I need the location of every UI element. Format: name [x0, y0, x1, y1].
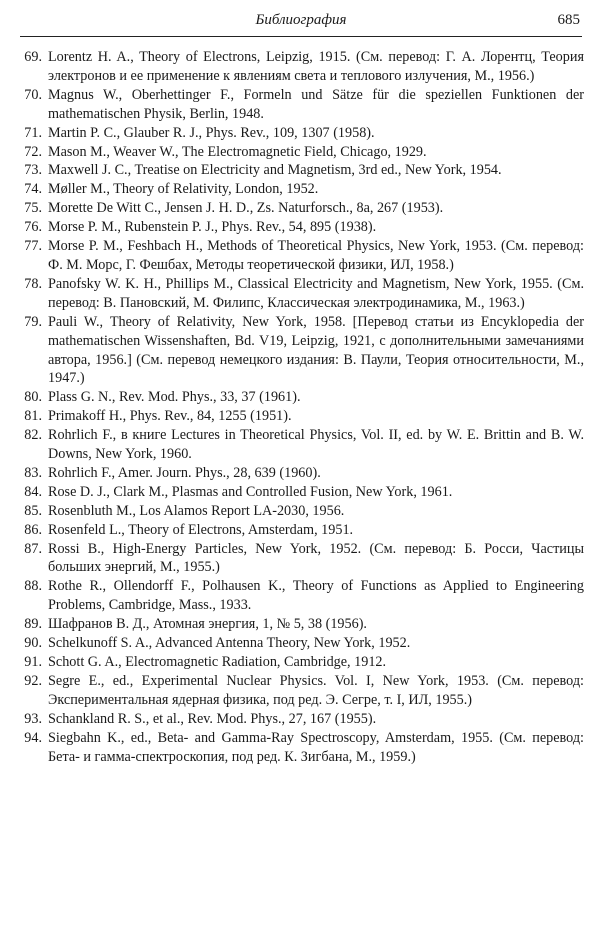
reference-number: 88. — [24, 578, 42, 595]
reference-text: Rosenbluth M., Los Alamos Report LA-2030, 1956. — [48, 502, 345, 519]
reference-item — [10, 540, 584, 578]
reference-number: 72. — [24, 143, 42, 160]
reference-number: 85. — [24, 502, 42, 519]
reference-item — [10, 388, 584, 407]
reference-item — [10, 521, 584, 540]
reference-number: 82. — [24, 427, 42, 444]
reference-text: Rohrlich F., в книге Lectures in Theoretical Physics, Vol. II, ed. by W. E. Brittin and B. W. Downs, New York, 1960. — [48, 427, 584, 463]
reference-number: 81. — [24, 408, 42, 425]
reference-number: 76. — [24, 219, 42, 236]
reference-text: Rohrlich F., Amer. Journ. Phys., 28, 639 (1960). — [48, 464, 321, 481]
reference-text: Plass G. N., Rev. Mod. Phys., 33, 37 (1961). — [48, 389, 301, 406]
reference-number: 92. — [24, 672, 42, 689]
reference-text: Segre E., ed., Experimental Nuclear Physics. Vol. I, New York, 1953. (См. перевод: Экспериментальная ядерная физика, под ред. Э. Сегре, т. I, ИЛ, 1955.) — [48, 672, 584, 708]
reference-number: 75. — [24, 200, 42, 217]
reference-item — [10, 218, 584, 237]
reference-item — [10, 483, 584, 502]
reference-number: 74. — [24, 181, 42, 198]
reference-text: Morse P. M., Feshbach H., Methods of Theoretical Physics, New York, 1953. (См. перевод: Ф. М. Морс, Г. Фешбах, Методы теоретической физики, ИЛ, 1958.) — [48, 238, 584, 273]
reference-item — [10, 615, 584, 634]
reference-item — [10, 199, 584, 218]
reference-number: 86. — [24, 521, 42, 538]
reference-number: 79. — [24, 313, 42, 330]
reference-item — [10, 407, 584, 426]
reference-text: Lorentz H. A., Theory of Electrons, Leipzig, 1915. (См. перевод: Г. А. Лорентц, Теория электронов и ее применение к явлениям света и теплового излучения, М., 1956.) — [48, 49, 584, 84]
reference-item — [10, 672, 584, 710]
reference-item — [10, 426, 584, 464]
reference-number: 70. — [24, 86, 42, 103]
reference-text: Martin P. C., Glauber R. J., Phys. Rev., 109, 1307 (1958). — [48, 124, 375, 141]
reference-text: Primakoff H., Phys. Rev., 84, 1255 (1951). — [48, 408, 292, 425]
reference-text: Rosenfeld L., Theory of Electrons, Amsterdam, 1951. — [48, 521, 354, 538]
reference-text: Panofsky W. K. H., Phillips M., Classical Electricity and Magnetism, New York, 1955. (См. перевод: В. Пановский, М. Филипс, Классическая электродинамика, М., 1963.) — [48, 275, 584, 311]
reference-text: Schankland R. S., et al., Rev. Mod. Phys., 27, 167 (1955). — [48, 710, 377, 727]
reference-item — [10, 653, 584, 672]
reference-text: Шафранов В. Д., Атомная энергия, 1, № 5, 38 (1956). — [48, 616, 367, 633]
reference-text: Rothe R., Ollendorff F., Polhausen K., Theory of Functions as Applied to Engineering Problems, Cambridge, Mass., 1933. — [48, 578, 584, 614]
reference-number: 77. — [24, 238, 42, 255]
reference-number: 89. — [24, 616, 42, 633]
reference-text: Magnus W., Oberhettinger F., Formeln und Sätze für die speziellen Funktionen der mathematischen Physik, Berlin, 1948. — [48, 86, 584, 122]
reference-number: 93. — [24, 710, 42, 727]
reference-number: 90. — [24, 635, 42, 652]
reference-item — [10, 161, 584, 180]
reference-number: 87. — [24, 540, 42, 557]
reference-number: 94. — [24, 729, 42, 746]
reference-text: Pauli W., Theory of Relativity, New York, 1958. [Перевод статьи из Encyklopedia der mathematischen Wissenshaften, Bd. V19, Leipzig, 1921, с дополнительными замечаниями автора, 1956.] (См. перевод немецкого издания: В. Паули, Теория относительности, М., 1947.) — [48, 313, 584, 387]
reference-item — [10, 710, 584, 729]
header-rule — [20, 36, 582, 37]
reference-number: 73. — [24, 162, 42, 179]
page-number: 685 — [557, 12, 580, 28]
reference-item — [10, 729, 584, 767]
reference-item — [10, 143, 584, 162]
reference-item — [10, 48, 584, 86]
reference-text: Mason M., Weaver W., The Electromagnetic Field, Chicago, 1929. — [48, 143, 427, 160]
reference-text: Maxwell J. C., Treatise on Electricity and Magnetism, 3rd ed., New York, 1954. — [48, 162, 502, 179]
reference-item — [10, 464, 584, 483]
reference-item — [10, 180, 584, 199]
reference-item — [10, 577, 584, 615]
reference-item — [10, 313, 584, 389]
reference-number: 91. — [24, 654, 42, 670]
reference-item — [10, 124, 584, 143]
reference-text: Møller M., Theory of Relativity, London, 1952. — [48, 181, 319, 198]
reference-text: Morette De Witt C., Jensen J. H. D., Zs. Naturforsch., 8a, 267 (1953). — [48, 200, 444, 217]
reference-text: Schelkunoff S. A., Advanced Antenna Theory, New York, 1952. — [48, 635, 411, 652]
page-header — [20, 6, 582, 36]
reference-number: 83. — [24, 464, 42, 481]
reference-number: 80. — [24, 389, 42, 406]
reference-text: Morse P. M., Rubenstein P. J., Phys. Rev., 54, 895 (1938). — [48, 219, 377, 236]
reference-item — [10, 237, 584, 275]
reference-item — [10, 634, 584, 653]
reference-item — [10, 275, 584, 313]
section-title: Библиография — [255, 12, 347, 28]
reference-item — [10, 86, 584, 124]
reference-number: 71. — [24, 124, 42, 141]
reference-number: 78. — [24, 275, 42, 292]
reference-text: Rose D. J., Clark M., Plasmas and Controlled Fusion, New York, 1961. — [48, 483, 453, 500]
reference-text: Rossi B., High-Energy Particles, New York, 1952. (См. перевод: Б. Росси, Частицы больших энергий, М., 1955.) — [48, 540, 584, 576]
reference-list — [10, 48, 584, 766]
reference-number: 84. — [24, 483, 42, 500]
reference-item — [10, 502, 584, 521]
reference-text: Schott G. A., Electromagnetic Radiation, Cambridge, 1912. — [48, 654, 387, 670]
reference-number: 69. — [24, 49, 42, 65]
reference-text: Siegbahn K., ed., Beta- and Gamma-Ray Spectroscopy, Amsterdam, 1955. (См. перевод: Бета- и гамма-спектроскопия, под ред. К. Зигбана, М., 1959.) — [48, 729, 584, 765]
